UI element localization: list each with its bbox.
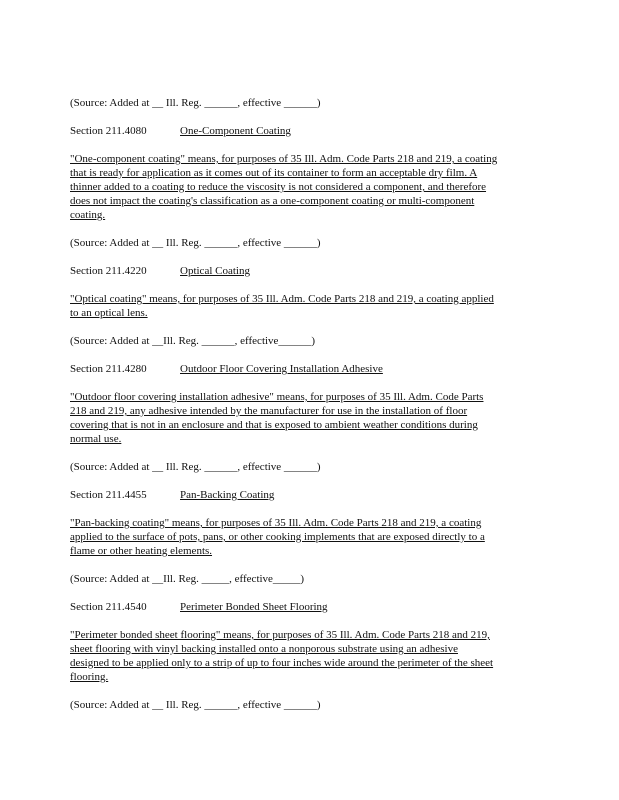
definition-line: does not impact the coating's classification as a one-component coating or multi-component xyxy=(70,195,475,207)
definition-line: "Outdoor floor covering installation adhesive" means, for purposes of 35 Ill. Adm. Code Parts xyxy=(70,391,484,403)
definition-line: flooring. xyxy=(70,671,109,683)
definition-line: 218 and 219, any adhesive intended by the manufacturer for use in the installation of floor xyxy=(70,405,468,417)
definition-line: thinner added to a coating to reduce the viscosity is not considered a component, and therefore xyxy=(70,181,487,193)
definition-line: sheet flooring with vinyl backing installed onto a nonporous substrate using an adhesive xyxy=(70,643,458,655)
section-number: Section 211.4455 xyxy=(70,489,147,501)
definition-line: to an optical lens. xyxy=(70,307,148,319)
section-title: Pan-Backing Coating xyxy=(180,489,275,501)
section-heading xyxy=(70,264,540,278)
section-title: One-Component Coating xyxy=(180,125,291,137)
section-heading xyxy=(70,600,540,614)
source-note: (Source: Added at __ Ill. Reg. ______, effective ______) xyxy=(70,699,321,711)
source-note: (Source: Added at __ Ill. Reg. ______, effective ______) xyxy=(70,237,321,249)
definition-line: coating. xyxy=(70,209,106,221)
definition-line: flame or other heating elements. xyxy=(70,545,213,557)
definition-line: covering that is not in an enclosure and that is exposed to ambient weather conditions during xyxy=(70,419,478,431)
definition-line: applied to the surface of pots, pans, or other cooking implements that are exposed directly to a xyxy=(70,531,485,543)
section-number: Section 211.4080 xyxy=(70,125,147,137)
section-title: Perimeter Bonded Sheet Flooring xyxy=(180,601,328,613)
section-title: Optical Coating xyxy=(180,265,250,277)
definition-line: "Perimeter bonded sheet flooring" means, for purposes of 35 Ill. Adm. Code Parts 218 and 219, xyxy=(70,629,490,641)
definition-line: designed to be applied only to a strip of up to four inches wide around the perimeter of the sheet xyxy=(70,657,494,669)
definition-line: "Pan-backing coating" means, for purposes of 35 Ill. Adm. Code Parts 218 and 219, a coating xyxy=(70,517,482,529)
section-number: Section 211.4540 xyxy=(70,601,147,613)
source-note: (Source: Added at __ Ill. Reg. ______, effective ______) xyxy=(70,97,321,109)
definition-line: "One-component coating" means, for purposes of 35 Ill. Adm. Code Parts 218 and 219, a coating xyxy=(70,153,498,165)
section-heading xyxy=(70,362,540,376)
section-number: Section 211.4220 xyxy=(70,265,147,277)
section-heading xyxy=(70,488,540,502)
source-note: (Source: Added at __Ill. Reg. ______, effective______) xyxy=(70,335,316,347)
section-heading xyxy=(70,124,540,138)
source-note: (Source: Added at __Ill. Reg. _____, effective_____) xyxy=(70,573,305,585)
definition-line: that is ready for application as it comes out of its container to form an acceptable dry film. A xyxy=(70,167,478,179)
definition-line: normal use. xyxy=(70,433,122,445)
definition-line: "Optical coating" means, for purposes of 35 Ill. Adm. Code Parts 218 and 219, a coating applied xyxy=(70,293,494,305)
source-note: (Source: Added at __ Ill. Reg. ______, effective ______) xyxy=(70,461,321,473)
section-number: Section 211.4280 xyxy=(70,363,147,375)
section-title: Outdoor Floor Covering Installation Adhesive xyxy=(180,363,383,375)
